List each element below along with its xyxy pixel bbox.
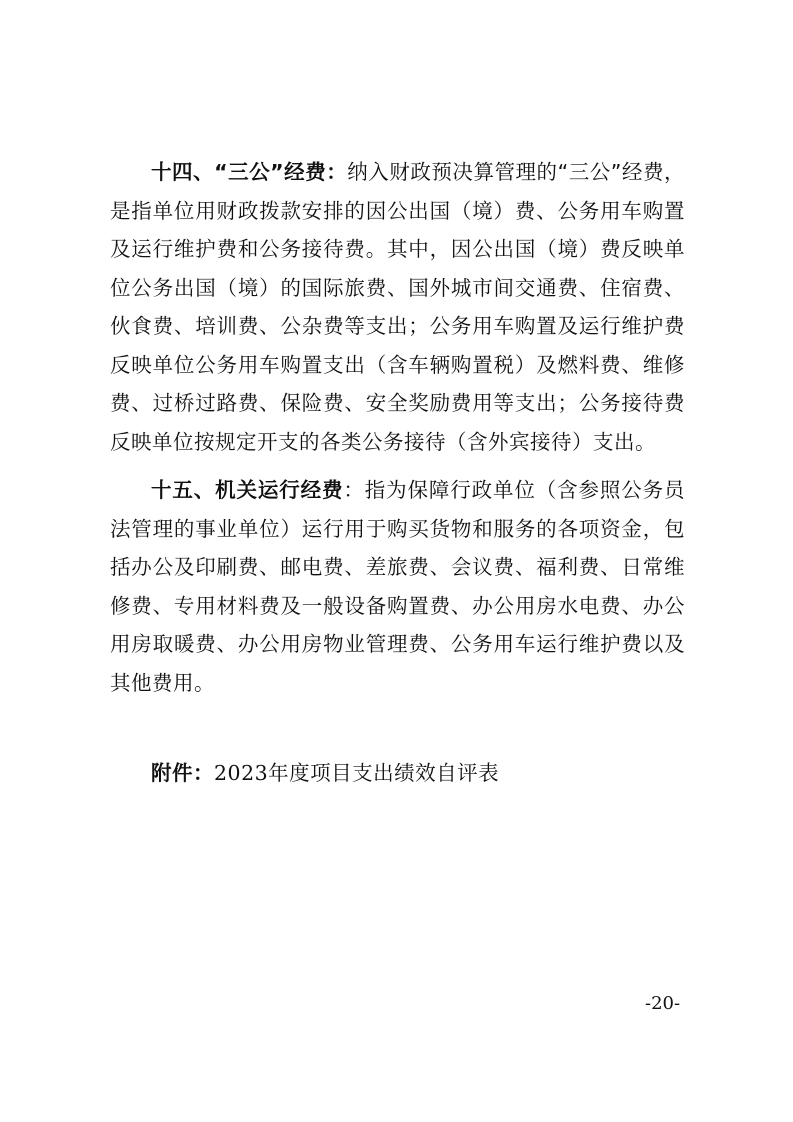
section-agency-operating-expenses: [110, 471, 685, 702]
page-number: -20-: [645, 993, 681, 1014]
attachment-line: [151, 758, 499, 788]
section-heading: 十五、机关运行经费: [151, 478, 344, 502]
section-body: ：指为保障行政单位（含参照公务员法管理的事业单位）运行用于购买货物和服务的各项资金，包括办公及印刷费、邮电费、差旅费、会议费、福利费、日常维修费、专用材料费及一般设备购置费、办公用房水电费、办公用房取暖费、办公用房物业管理费、公务用车运行维护费以及其他费用。: [110, 478, 685, 695]
section-body: 纳入财政预决算管理的“三公”经费，是指单位用财政拨款安排的因公出国（境）费、公务用车购置及运行维护费和公务接待费。其中，因公出国（境）费反映单位公务出国（境）的国际旅费、国外城市间交通费、住宿费、伙食费、培训费、公杂费等支出；公务用车购置及运行维护费反映单位公务用车购置支出（含车辆购置税）及燃料费、维修费、过桥过路费、保险费、安全奖励费用等支出；公务接待费反映单位按规定开支的各类公务接待（含外宾接待）支出。: [110, 160, 685, 454]
attachment-title: 2023年度项目支出绩效自评表: [214, 761, 500, 785]
section-three-public-expenses: [110, 153, 685, 461]
section-heading: 十四、“三公”经费：: [151, 160, 348, 184]
attachment-label: 附件：: [151, 761, 214, 785]
